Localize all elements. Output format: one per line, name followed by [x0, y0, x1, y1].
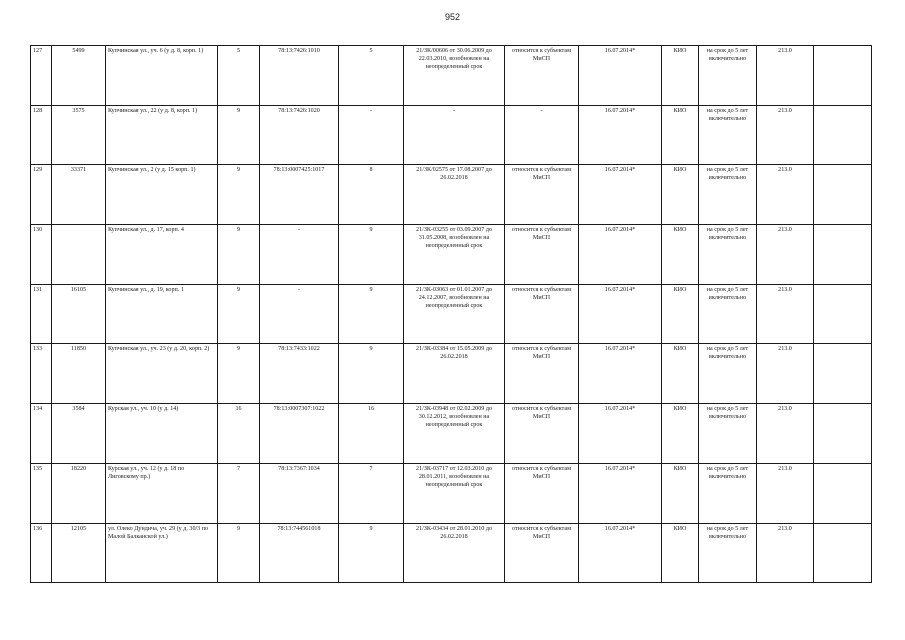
cadastral-number-cell: 78:13:0007425:1017 — [260, 165, 339, 225]
cadastral-number-cell: 78:13:7367:1034 — [260, 463, 339, 523]
date-cell: 16.07.2014* — [579, 165, 662, 225]
table-row — [31, 165, 872, 225]
address-cell: Купчинская ул., уч. 6 (у д. 8, корп. 1) — [106, 46, 218, 106]
zone-cell: 9 — [218, 105, 260, 165]
term-cell: на срок до 5 лет включительно — [699, 165, 757, 225]
area-cell: 9 — [339, 344, 404, 404]
code-cell: 213.0 — [757, 225, 814, 285]
area-cell: 5 — [339, 46, 404, 106]
zone-cell: 9 — [218, 344, 260, 404]
row-number-cell: 135 — [31, 463, 52, 523]
lease-agreement-cell: - — [404, 105, 505, 165]
date-cell: 16.07.2014* — [579, 46, 662, 106]
code-cell: 213.0 — [757, 463, 814, 523]
empty-cell — [814, 463, 872, 523]
lease-agreement-cell: 21/ЗК/00606 от 30.06.2009 до 22.03.2010, возобновлен на неопределенный срок — [404, 46, 505, 106]
object-id-cell: 3584 — [52, 404, 106, 464]
object-id-cell — [52, 225, 106, 285]
address-cell: Купчинская ул., 2 (у д. 15 корп. 1) — [106, 165, 218, 225]
date-cell: 16.07.2014* — [579, 523, 662, 583]
row-number-cell: 129 — [31, 165, 52, 225]
area-cell: 7 — [339, 463, 404, 523]
subject-category-cell: относится к субъектам МиСП — [505, 284, 579, 344]
lease-agreement-cell: 21/ЗК-03384 от 15.05.2009 до 26.02.2018 — [404, 344, 505, 404]
address-cell: Курская ул., уч. 10 (у д. 14) — [106, 404, 218, 464]
object-id-cell: 12105 — [52, 523, 106, 583]
row-number-cell: 136 — [31, 523, 52, 583]
code-cell: 213.0 — [757, 105, 814, 165]
date-cell: 16.07.2014* — [579, 344, 662, 404]
address-cell: Купчинская ул., уч. 23 (у д. 20, корп. 2) — [106, 344, 218, 404]
date-cell: 16.07.2014* — [579, 105, 662, 165]
zone-cell: 9 — [218, 284, 260, 344]
table-row — [31, 46, 872, 106]
lease-agreement-cell: 21/ЗК-03255 от 03.09.2007 до 31.05.2008, возобновлен на неопределенный срок — [404, 225, 505, 285]
code-cell: 213.0 — [757, 344, 814, 404]
area-cell: 16 — [339, 404, 404, 464]
address-cell: Купчинская ул., 22 (у д. 8, корп. 1) — [106, 105, 218, 165]
registry-rows — [31, 46, 872, 583]
row-number-cell: 127 — [31, 46, 52, 106]
empty-cell — [814, 225, 872, 285]
subject-category-cell: относится к субъектам МиСП — [505, 46, 579, 106]
subject-category-cell: относится к субъектам МиСП — [505, 344, 579, 404]
authority-cell: КИО — [662, 404, 699, 464]
date-cell: 16.07.2014* — [579, 284, 662, 344]
address-cell: Купчинская ул., д. 17, корп. 4 — [106, 225, 218, 285]
authority-cell: КИО — [662, 165, 699, 225]
authority-cell: КИО — [662, 105, 699, 165]
term-cell: на срок до 5 лет включительно — [699, 46, 757, 106]
object-id-cell: 11850 — [52, 344, 106, 404]
object-id-cell: 18220 — [52, 463, 106, 523]
term-cell: на срок до 5 лет включительно — [699, 463, 757, 523]
row-number-cell: 128 — [31, 105, 52, 165]
area-cell: 9 — [339, 225, 404, 285]
empty-cell — [814, 105, 872, 165]
empty-cell — [814, 344, 872, 404]
code-cell: 213.0 — [757, 284, 814, 344]
authority-cell: КИО — [662, 284, 699, 344]
code-cell: 213.0 — [757, 523, 814, 583]
row-number-cell: 130 — [31, 225, 52, 285]
zone-cell: 5 — [218, 46, 260, 106]
table-row — [31, 463, 872, 523]
row-number-cell: 133 — [31, 344, 52, 404]
subject-category-cell: относится к субъектам МиСП — [505, 165, 579, 225]
subject-category-cell: - — [505, 105, 579, 165]
code-cell: 213.0 — [757, 165, 814, 225]
page-number: 952 — [444, 12, 461, 22]
zone-cell: 16 — [218, 404, 260, 464]
date-cell: 16.07.2014* — [579, 404, 662, 464]
table-row — [31, 225, 872, 285]
lease-agreement-cell: 21/ЗК-03063 от 01.01.2007 до 24.12.2007, возобновлен на неопределенный срок — [404, 284, 505, 344]
object-id-cell: 5499 — [52, 46, 106, 106]
object-id-cell: 3575 — [52, 105, 106, 165]
area-cell: 9 — [339, 284, 404, 344]
area-cell: - — [339, 105, 404, 165]
cadastral-number-cell: 78:13:7426:1020 — [260, 105, 339, 165]
area-cell: 8 — [339, 165, 404, 225]
area-cell: 9 — [339, 523, 404, 583]
lease-agreement-cell: 21/ЗК-03434 от 28.01.2010 до 26.02.2018 — [404, 523, 505, 583]
lease-agreement-cell: 21/ЗК-03717 от 12.03.2010 до 28.01.2011, возобновлен на неопределенный срок — [404, 463, 505, 523]
registry-table — [30, 45, 872, 583]
table-row — [31, 404, 872, 464]
table-row — [31, 105, 872, 165]
cadastral-number-cell: 78:13:744561018 — [260, 523, 339, 583]
zone-cell: 9 — [218, 225, 260, 285]
cadastral-number-cell: 78:13:7426:1010 — [260, 46, 339, 106]
authority-cell: КИО — [662, 225, 699, 285]
term-cell: на срок до 5 лет включительно — [699, 225, 757, 285]
zone-cell: 7 — [218, 463, 260, 523]
object-id-cell: 16105 — [52, 284, 106, 344]
empty-cell — [814, 165, 872, 225]
cadastral-number-cell: - — [260, 284, 339, 344]
lease-agreement-cell: 21/ЗК-03948 от 02.02.2009 до 30.12.2012, возобновлен на неопределенный срок — [404, 404, 505, 464]
authority-cell: КИО — [662, 46, 699, 106]
cadastral-number-cell: - — [260, 225, 339, 285]
term-cell: на срок до 5 лет включительно — [699, 344, 757, 404]
subject-category-cell: относится к субъектам МиСП — [505, 225, 579, 285]
authority-cell: КИО — [662, 344, 699, 404]
empty-cell — [814, 404, 872, 464]
term-cell: на срок до 5 лет включительно — [699, 404, 757, 464]
cadastral-number-cell: 78:13:7433:1022 — [260, 344, 339, 404]
address-cell: Купчинская ул., д. 19, корп. 1 — [106, 284, 218, 344]
row-number-cell: 134 — [31, 404, 52, 464]
subject-category-cell: относится к субъектам МиСП — [505, 404, 579, 464]
table-row — [31, 523, 872, 583]
term-cell: на срок до 5 лет включительно — [699, 284, 757, 344]
cadastral-number-cell: 78:13:0007307:1022 — [260, 404, 339, 464]
table-row — [31, 284, 872, 344]
address-cell: Курская ул., уч. 12 (у д. 18 по Лиговскому пр.) — [106, 463, 218, 523]
date-cell: 16.07.2014* — [579, 225, 662, 285]
table-row — [31, 344, 872, 404]
zone-cell: 9 — [218, 523, 260, 583]
term-cell: на срок до 5 лет включительно — [699, 523, 757, 583]
term-cell: на срок до 5 лет включительно — [699, 105, 757, 165]
date-cell: 16.07.2014* — [579, 463, 662, 523]
code-cell: 213.0 — [757, 404, 814, 464]
zone-cell: 9 — [218, 165, 260, 225]
code-cell: 213.0 — [757, 46, 814, 106]
address-cell: ул. Олеко Дундича, уч. 29 (у д. 30/3 по Малой Балканской ул.) — [106, 523, 218, 583]
empty-cell — [814, 46, 872, 106]
empty-cell — [814, 284, 872, 344]
lease-agreement-cell: 21/ЗК/02575 от 17.08.2007 до 26.02.2018 — [404, 165, 505, 225]
empty-cell — [814, 523, 872, 583]
object-id-cell: 33371 — [52, 165, 106, 225]
authority-cell: КИО — [662, 463, 699, 523]
row-number-cell: 131 — [31, 284, 52, 344]
subject-category-cell: относится к субъектам МиСП — [505, 463, 579, 523]
subject-category-cell: относится к субъектам МиСП — [505, 523, 579, 583]
authority-cell: КИО — [662, 523, 699, 583]
